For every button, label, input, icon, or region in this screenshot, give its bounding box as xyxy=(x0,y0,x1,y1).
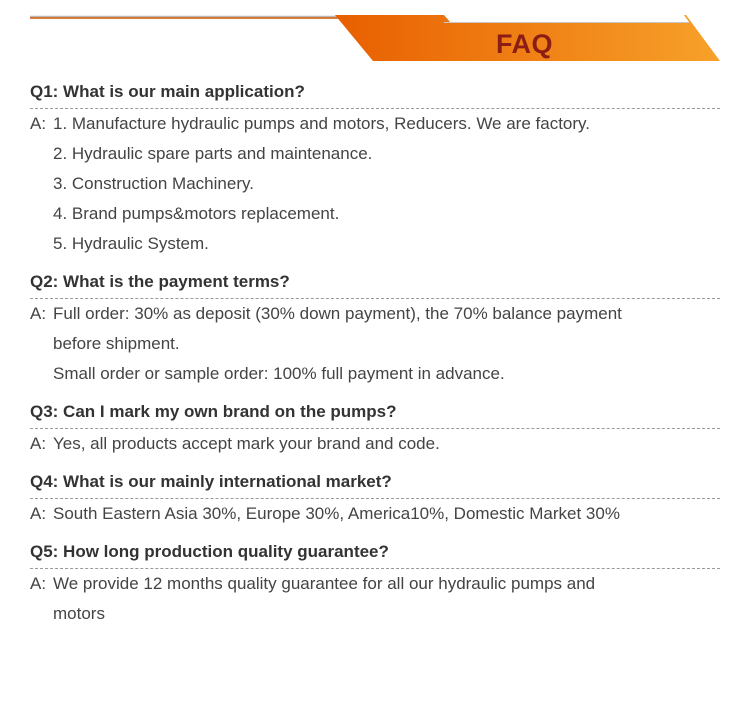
faq-question: Q3: Can I mark my own brand on the pumps? xyxy=(30,398,720,429)
page-title: FAQ xyxy=(496,29,554,59)
faq-item xyxy=(30,398,720,459)
answer-lines xyxy=(53,499,720,529)
faq-banner xyxy=(0,0,750,70)
faq-answer xyxy=(30,569,720,629)
answer-line: 3. Construction Machinery. xyxy=(53,174,254,193)
answer-prefix: A: xyxy=(30,304,47,323)
answer-line: Yes, all products accept mark your brand and code. xyxy=(53,434,440,453)
answer-line: before shipment. xyxy=(53,334,180,353)
faq-question: Q4: What is our mainly international market? xyxy=(30,468,720,499)
answer-line: Small order or sample order: 100% full payment in advance. xyxy=(53,364,505,383)
answer-prefix: A: xyxy=(30,434,47,453)
answer-prefix: A: xyxy=(30,574,47,593)
banner-graphic xyxy=(0,0,750,70)
answer-lines xyxy=(53,109,720,259)
answer-lines xyxy=(53,569,720,629)
faq-question: Q1: What is our main application? xyxy=(30,78,720,109)
answer-line: We provide 12 months quality guarantee for all our hydraulic pumps and xyxy=(53,574,596,593)
faq-item xyxy=(30,78,720,259)
faq-list xyxy=(30,78,720,638)
faq-answer xyxy=(30,429,720,459)
answer-lines xyxy=(53,299,720,389)
faq-item xyxy=(30,538,720,629)
answer-line: 5. Hydraulic System. xyxy=(53,234,209,253)
faq-answer xyxy=(30,109,720,259)
faq-answer xyxy=(30,299,720,389)
faq-item xyxy=(30,468,720,529)
answer-line: South Eastern Asia 30%, Europe 30%, America10%, Domestic Market 30% xyxy=(53,504,620,523)
answer-prefix: A: xyxy=(30,504,47,523)
banner-inner-strip xyxy=(444,15,689,22)
faq-question: Q5: How long production quality guarantee? xyxy=(30,538,720,569)
answer-line: motors xyxy=(53,604,105,623)
faq-answer xyxy=(30,499,720,529)
answer-prefix: A: xyxy=(30,114,47,133)
answer-line: 1. Manufacture hydraulic pumps and motors, Reducers. We are factory. xyxy=(53,114,591,133)
answer-line: Full order: 30% as deposit (30% down payment), the 70% balance payment xyxy=(53,304,622,323)
answer-line: 4. Brand pumps&motors replacement. xyxy=(53,204,340,223)
answer-lines xyxy=(53,429,720,459)
faq-item xyxy=(30,268,720,389)
answer-line: 2. Hydraulic spare parts and maintenance. xyxy=(53,144,373,163)
faq-question: Q2: What is the payment terms? xyxy=(30,268,720,299)
